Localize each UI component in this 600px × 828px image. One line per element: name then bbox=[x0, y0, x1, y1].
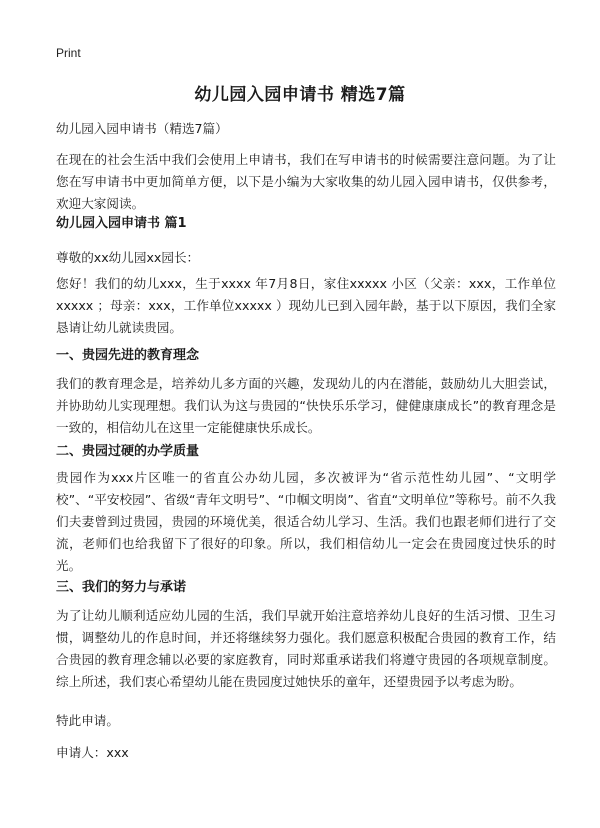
section3-heading bbox=[56, 577, 556, 599]
closing bbox=[56, 710, 556, 732]
salutation bbox=[56, 247, 556, 269]
section2-heading-text: 二、贵园过硬的办学质量 bbox=[56, 444, 200, 459]
salutation-text: 尊敬的xx幼儿园xx园长： bbox=[56, 250, 200, 265]
section2-body-text: 贵园作为xxx片区唯一的省直公办幼儿园，多次被评为“省示范性幼儿园”、“文明学校”、“平安校园”、省级“青年文明号”、“巾帼文明岗”、省直“文明单位”等称号。前不久我们夫妻曾到过贵园，贵园的环境优美，很适合幼儿学习、生活。我们也跟老师们进行了交流，老师们也给我留下了很好的印象。所以，我们相信幼儿一定会在贵园度过快乐的时光。 bbox=[56, 470, 556, 573]
subtitle-text: 幼儿园入园申请书（精选7篇） bbox=[56, 121, 228, 136]
section1-heading bbox=[56, 345, 556, 367]
signature-text: 申请人：xxx bbox=[56, 745, 129, 760]
print-label[interactable]: Print bbox=[56, 46, 81, 60]
section1-body bbox=[56, 373, 556, 439]
intro-paragraph bbox=[56, 149, 556, 215]
document-title: 幼儿园入园申请书 精选7篇 bbox=[194, 85, 406, 105]
section3-body bbox=[56, 605, 556, 693]
opening-paragraph bbox=[56, 273, 556, 339]
section1-heading-text: 一、贵园先进的教育理念 bbox=[56, 348, 200, 363]
signature bbox=[56, 742, 556, 764]
section1-body-text: 我们的教育理念是，培养幼儿多方面的兴趣，发现幼儿的内在潜能，鼓励幼儿大胆尝试，并协助幼儿实现理想。我们认为这与贵园的“快快乐乐学习，健健康康成长”的教育理念是一致的，相信幼儿在这里一定能健康快乐成长。 bbox=[56, 376, 556, 435]
subtitle bbox=[56, 118, 556, 140]
section3-heading-text: 三、我们的努力与承诺 bbox=[56, 580, 187, 595]
section2-heading bbox=[56, 441, 556, 463]
article-heading bbox=[56, 213, 556, 235]
section3-body-text: 为了让幼儿顺利适应幼儿园的生活，我们早就开始注意培养幼儿良好的生活习惯、卫生习惯，调整幼儿的作息时间，并还将继续努力强化。我们愿意积极配合贵园的教育工作，结合贵园的教育理念辅以必要的家庭教育，同时郑重承诺我们将遵守贵园的各项规章制度。综上所述，我们衷心希望幼儿能在贵园度过她快乐的童年，还望贵园予以考虑为盼。 bbox=[56, 608, 556, 689]
article-heading-text: 幼儿园入园申请书 篇1 bbox=[56, 216, 187, 231]
section2-body bbox=[56, 467, 556, 577]
intro-text: 在现在的社会生活中我们会使用上申请书，我们在写申请书的时候需要注意问题。为了让您在写申请书中更加简单方便，以下是小编为大家收集的幼儿园入园申请书，仅供参考，欢迎大家阅读。 bbox=[56, 152, 556, 211]
opening-text: 您好！我们的幼儿xxx，生于xxxx 年7月8日，家住xxxxx 小区（父亲：xxx，工作单位xxxxx ；母亲：xxx，工作单位xxxxx ）现幼儿已到入园年龄，基于以下原因，我们全家恳请让幼儿就读贵园。 bbox=[56, 276, 556, 335]
closing-text: 特此申请。 bbox=[56, 713, 119, 728]
